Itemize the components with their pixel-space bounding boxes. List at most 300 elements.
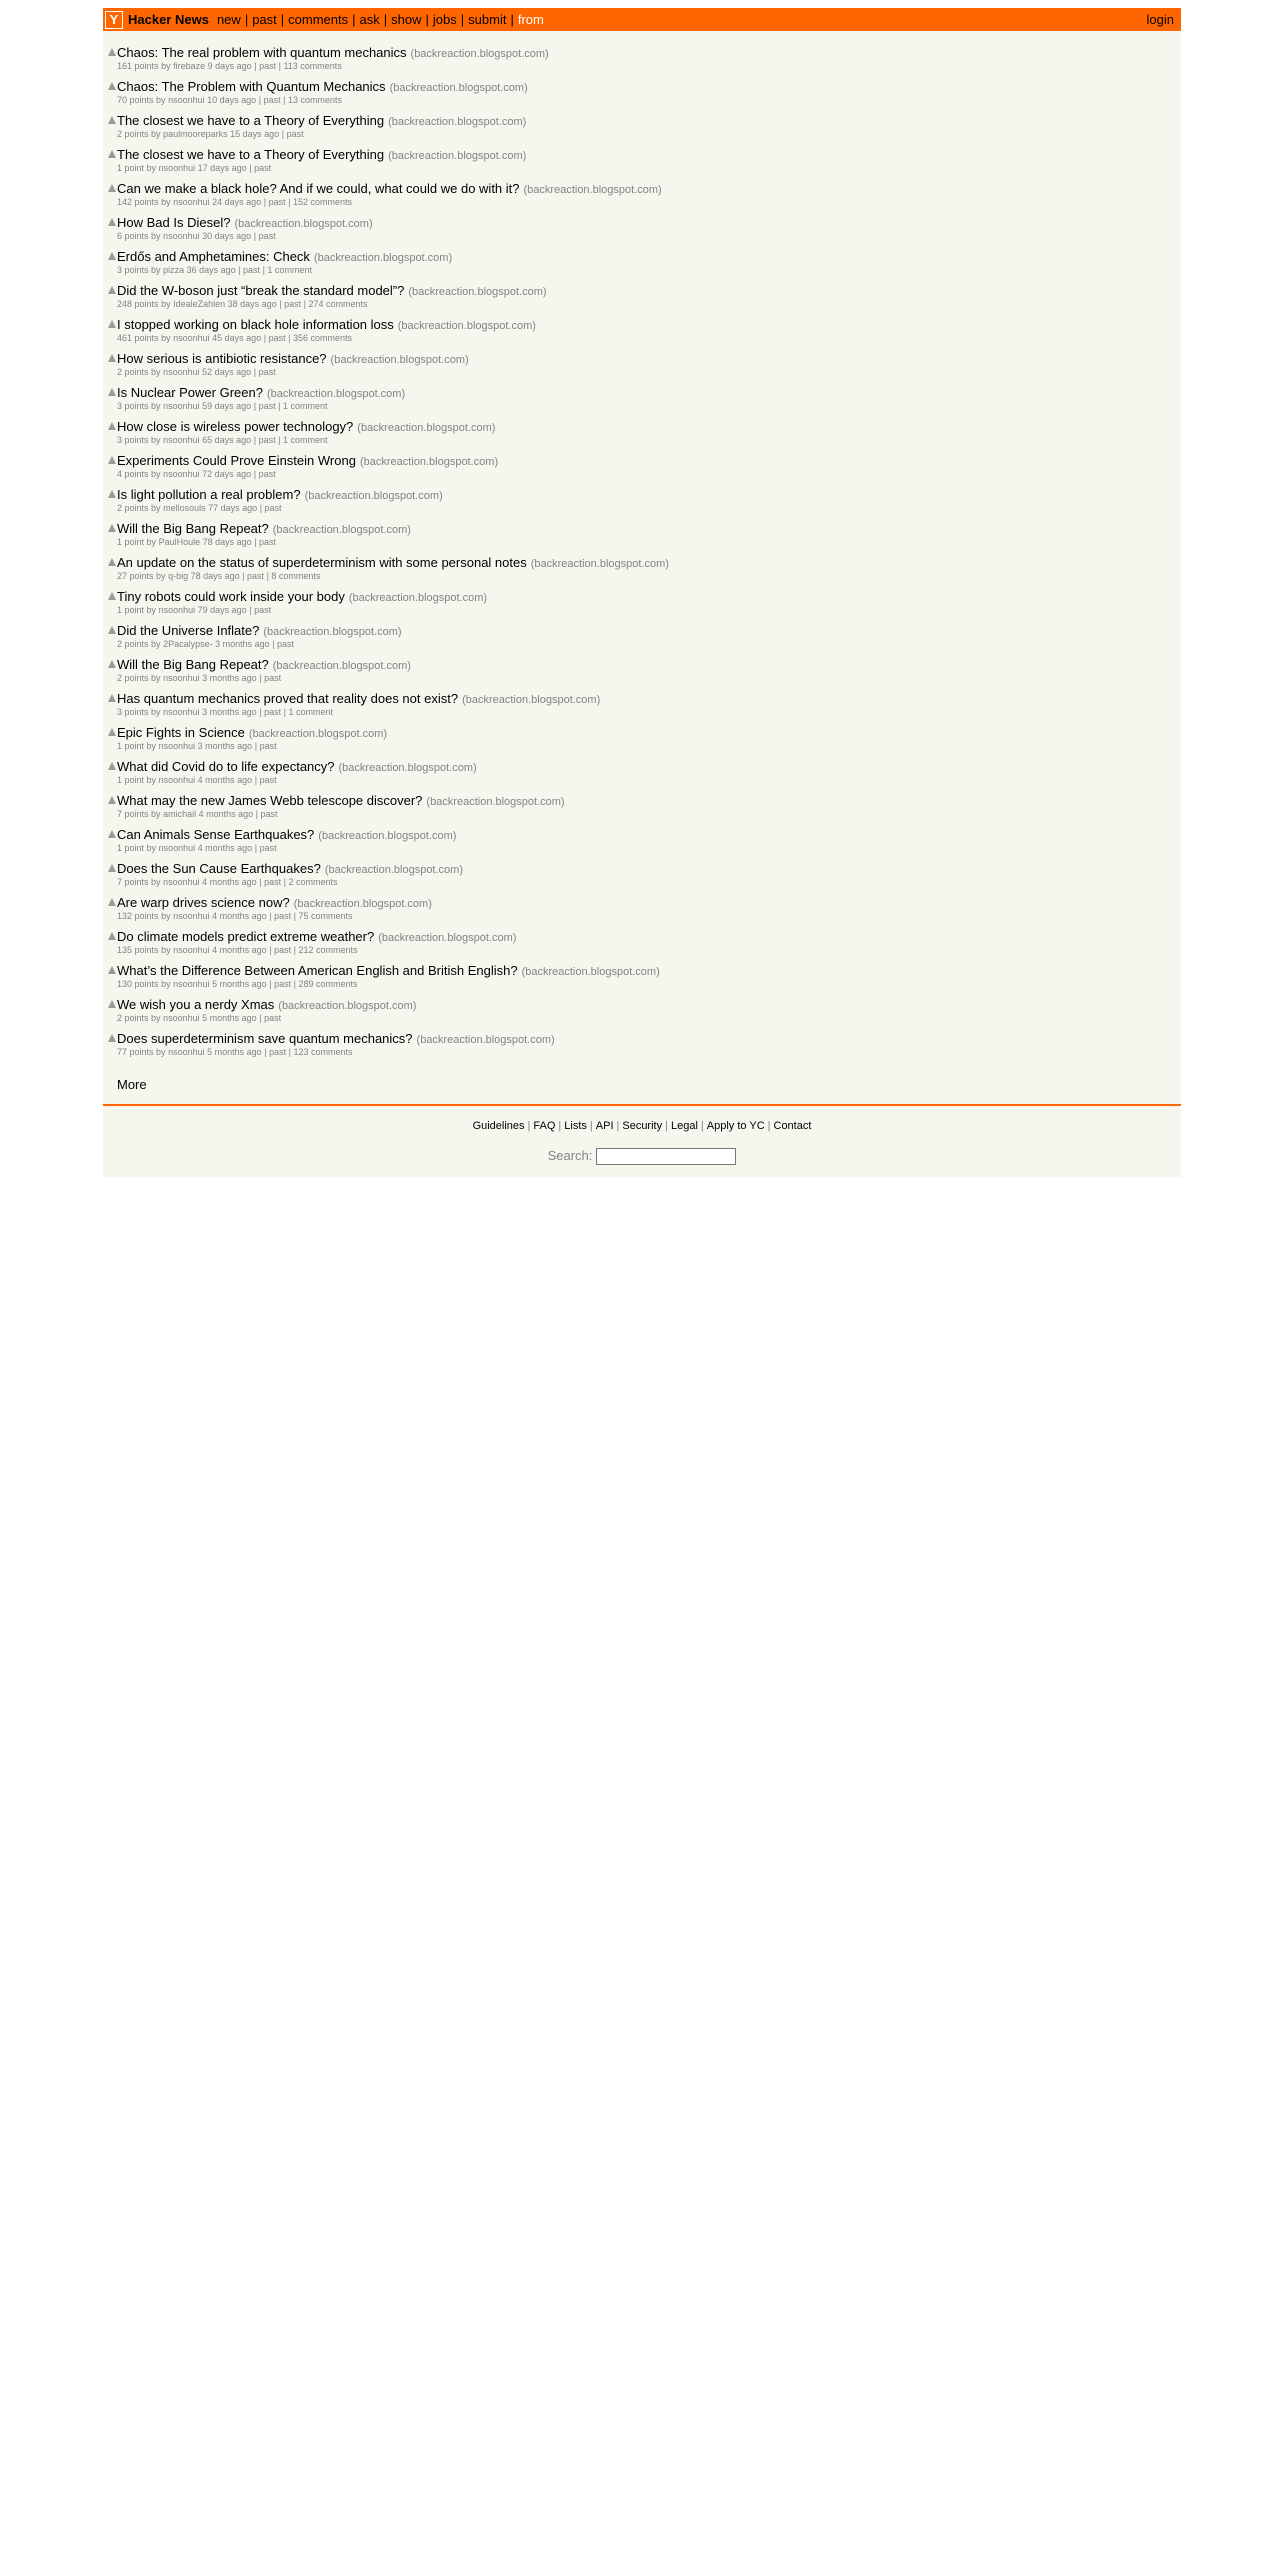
story-user-link[interactable]: nsoonhui [163, 435, 200, 445]
by-label: by [151, 639, 161, 649]
story-age-link[interactable]: 9 days ago [207, 61, 252, 71]
story-site-link[interactable]: (backreaction.blogspot.com) [248, 728, 388, 740]
story-row [103, 758, 1181, 792]
y-logo-icon[interactable]: Y [105, 11, 123, 29]
upvote-arrow-icon[interactable] [108, 320, 116, 328]
upvote-arrow-icon[interactable] [108, 898, 116, 906]
story-title-link[interactable]: Epic Fights in Science [117, 725, 245, 740]
story-row [103, 452, 1181, 486]
comments-link[interactable]: 123 comments [293, 1047, 353, 1057]
story-age-link[interactable]: 4 months ago [197, 843, 253, 853]
story-age-link[interactable]: 36 days ago [186, 265, 236, 275]
past-link[interactable]: past [259, 537, 277, 547]
upvote-arrow-icon[interactable] [108, 966, 116, 974]
upvote-arrow-icon[interactable] [108, 1034, 116, 1042]
story-user-link[interactable]: nsoonhui [168, 95, 205, 105]
story-site-link[interactable]: (backreaction.blogspot.com) [330, 354, 469, 366]
story-row [103, 350, 1181, 384]
footer-link-lists[interactable]: Lists [564, 1120, 587, 1132]
story-title-link[interactable]: An update on the status of superdeterminism with some personal notes [117, 555, 527, 570]
upvote-arrow-icon[interactable] [108, 660, 116, 668]
past-link[interactable]: past [247, 571, 265, 581]
separator: | [293, 979, 296, 989]
story-age-link[interactable]: 3 months ago [202, 673, 257, 683]
separator: | [259, 673, 262, 683]
story-title-link[interactable]: Did the Universe Inflate? [117, 623, 260, 638]
nav-separator: | [352, 12, 356, 27]
footer-link-faq[interactable]: FAQ [533, 1120, 556, 1132]
upvote-arrow-icon[interactable] [108, 490, 116, 498]
story-age-link[interactable]: 78 days ago [202, 537, 252, 547]
story-title-link[interactable]: How Bad Is Diesel? [117, 215, 231, 230]
upvote-arrow-icon[interactable] [108, 694, 116, 702]
separator: | [259, 707, 262, 717]
separator: | [249, 605, 252, 615]
story-user-link[interactable]: paulmooreparks [163, 129, 228, 139]
upvote-arrow-icon[interactable] [108, 184, 116, 192]
upvote-arrow-icon[interactable] [108, 286, 116, 294]
story-user-link[interactable]: nsoonhui [158, 163, 196, 173]
hn-page [103, 8, 1181, 1177]
upvote-arrow-icon[interactable] [108, 150, 116, 158]
story-row [103, 656, 1181, 690]
story-site-link[interactable]: (backreaction.blogspot.com) [266, 388, 406, 400]
separator: | [253, 435, 257, 445]
story-user-link[interactable]: IdealeZahlen [173, 299, 226, 309]
story-title-link[interactable]: What may the new James Webb telescope discover? [117, 793, 423, 808]
upvote-arrow-icon[interactable] [108, 592, 116, 600]
story-title-link[interactable]: Can Animals Sense Earthquakes? [117, 827, 315, 842]
story-user-link[interactable]: nsoonhui [163, 401, 200, 411]
story-age-link[interactable]: 5 months ago [207, 1047, 262, 1057]
story-title-link[interactable]: Will the Big Bang Repeat? [117, 521, 269, 536]
nav-link-submit[interactable]: submit [468, 12, 507, 27]
story-points: 461 points [117, 333, 159, 343]
separator: | [254, 537, 257, 547]
story-site-link[interactable]: (backreaction.blogspot.com) [338, 762, 477, 774]
story-title-link[interactable]: Does superdeterminism save quantum mechanics? [117, 1031, 413, 1046]
story-row [103, 486, 1181, 520]
story-age-link[interactable]: 4 months ago [202, 877, 257, 887]
past-link[interactable]: past [259, 61, 277, 71]
story-site-link[interactable]: (backreaction.blogspot.com) [272, 660, 411, 672]
story-points: 130 points [117, 979, 159, 989]
story-row [103, 112, 1181, 146]
story-user-link[interactable]: amichail [163, 809, 197, 819]
upvote-arrow-icon[interactable] [108, 456, 116, 464]
story-age-link[interactable]: 3 months ago [197, 741, 253, 751]
story-site-link[interactable]: (backreaction.blogspot.com) [278, 1000, 417, 1012]
story-title-link[interactable]: Will the Big Bang Repeat? [117, 657, 269, 672]
story-user-link[interactable]: q-big [168, 571, 189, 581]
story-user-link[interactable]: nsoonhui [163, 367, 200, 377]
upvote-arrow-icon[interactable] [108, 728, 116, 736]
story-age-link[interactable]: 10 days ago [207, 95, 257, 105]
past-link[interactable]: past [277, 639, 295, 649]
story-age-link[interactable]: 65 days ago [202, 435, 252, 445]
past-link[interactable]: past [286, 129, 304, 139]
story-row [103, 962, 1181, 996]
story-site-link[interactable]: (backreaction.blogspot.com) [313, 252, 453, 264]
story-user-link[interactable]: nsoonhui [158, 775, 196, 785]
story-title-link[interactable]: Erdős and Amphetamines: Check [117, 249, 310, 264]
story-row [103, 316, 1181, 350]
story-title-link[interactable]: Does the Sun Cause Earthquakes? [117, 861, 321, 876]
story-points: 2 points [117, 1013, 149, 1023]
story-site-link[interactable]: (backreaction.blogspot.com) [389, 82, 528, 94]
story-subtext [117, 333, 352, 344]
footer-link-api[interactable]: API [595, 1120, 614, 1132]
footer-link-contact[interactable]: Contact [773, 1120, 812, 1132]
story-site-link[interactable]: (backreaction.blogspot.com) [426, 796, 565, 808]
story-user-link[interactable]: nsoonhui [163, 877, 200, 887]
story-user-link[interactable]: nsoonhui [163, 707, 200, 717]
story-title-link[interactable]: Chaos: The Problem with Quantum Mechanics [117, 79, 386, 94]
past-link[interactable]: past [263, 95, 281, 105]
story-site-link[interactable]: (backreaction.blogspot.com) [293, 898, 432, 910]
story-site-link[interactable]: (backreaction.blogspot.com) [408, 286, 547, 298]
story-subtext [117, 979, 358, 990]
story-title-link[interactable]: Tiny robots could work inside your body [117, 589, 345, 604]
story-row [103, 146, 1181, 180]
past-link[interactable]: past [284, 299, 302, 309]
past-link[interactable]: past [268, 333, 286, 343]
story-site-link[interactable]: (backreaction.blogspot.com) [318, 830, 457, 842]
story-site-link[interactable]: (backreaction.blogspot.com) [397, 320, 536, 332]
separator: | [253, 367, 257, 377]
story-user-link[interactable]: firebaze [173, 61, 206, 71]
story-subtext [117, 843, 277, 854]
story-age-link[interactable]: 4 months ago [212, 945, 267, 955]
upvote-arrow-icon[interactable] [108, 558, 116, 566]
by-label: by [161, 61, 171, 71]
story-points: 161 points [117, 61, 159, 71]
story-user-link[interactable]: PaulHoule [158, 537, 201, 547]
past-link[interactable]: past [264, 673, 282, 683]
story-user-link[interactable]: nsoonhui [173, 333, 210, 343]
separator: | [269, 979, 272, 989]
story-subtext [117, 605, 271, 616]
story-row [103, 690, 1181, 724]
story-age-link[interactable]: 3 months ago [202, 707, 257, 717]
story-site-link[interactable]: (backreaction.blogspot.com) [359, 456, 499, 468]
upvote-arrow-icon[interactable] [108, 116, 116, 124]
story-age-link[interactable]: 59 days ago [202, 401, 252, 411]
by-label: by [151, 401, 161, 411]
story-site-link[interactable]: (backreaction.blogspot.com) [462, 694, 601, 706]
story-points: 2 points [117, 639, 149, 649]
past-link[interactable]: past [268, 197, 286, 207]
story-user-link[interactable]: nsoonhui [163, 1013, 200, 1023]
upvote-arrow-icon[interactable] [108, 762, 116, 770]
separator: | [263, 197, 267, 207]
story-age-link[interactable]: 52 days ago [202, 367, 252, 377]
footer-link-apply-to-yc[interactable]: Apply to YC [706, 1120, 765, 1132]
by-label: by [146, 537, 157, 547]
story-age-link[interactable]: 79 days ago [197, 605, 247, 615]
story-subtext [117, 911, 353, 922]
story-subtext [117, 95, 342, 106]
story-subtext [117, 197, 352, 208]
story-points: 3 points [117, 435, 149, 445]
nav-link-jobs[interactable]: jobs [432, 12, 457, 27]
upvote-arrow-icon[interactable] [108, 48, 116, 56]
past-link[interactable]: past [258, 469, 276, 479]
footer-link-security[interactable]: Security [622, 1120, 663, 1132]
story-user-link[interactable]: nsoonhui [173, 979, 210, 989]
separator: | [259, 503, 263, 513]
separator: | [263, 333, 267, 343]
by-label: by [151, 231, 161, 241]
story-age-link[interactable]: 15 days ago [230, 129, 280, 139]
past-link[interactable]: past [264, 1013, 282, 1023]
story-points: 1 point [117, 605, 145, 615]
past-link[interactable]: past [243, 265, 261, 275]
separator: | [249, 163, 252, 173]
nav-link-show[interactable]: show [391, 12, 422, 27]
story-site-link[interactable]: (backreaction.blogspot.com) [324, 864, 463, 876]
story-age-link[interactable]: 72 days ago [202, 469, 252, 479]
separator: | [255, 809, 259, 819]
comments-link[interactable]: 274 comments [308, 299, 368, 309]
comments-link[interactable]: 1 comment [288, 707, 333, 717]
by-label: by [151, 673, 161, 683]
past-link[interactable]: past [258, 401, 276, 411]
story-user-link[interactable]: mellosouls [163, 503, 206, 513]
by-label: by [156, 571, 166, 581]
nav-link-new[interactable]: new [216, 12, 241, 27]
story-site-link[interactable]: (backreaction.blogspot.com) [416, 1034, 555, 1046]
past-link[interactable]: past [269, 1047, 287, 1057]
comments-link[interactable]: 1 comment [267, 265, 312, 275]
story-title-link[interactable]: Do climate models predict extreme weather? [117, 929, 375, 944]
past-link[interactable]: past [264, 877, 282, 887]
upvote-arrow-icon[interactable] [108, 218, 116, 226]
comments-link[interactable]: 13 comments [287, 95, 342, 105]
story-user-link[interactable]: nsoonhui [158, 741, 196, 751]
story-row [103, 520, 1181, 554]
footer-link-legal[interactable]: Legal [670, 1120, 698, 1132]
comments-link[interactable]: 152 comments [292, 197, 352, 207]
story-age-link[interactable]: 24 days ago [212, 197, 262, 207]
upvote-arrow-icon[interactable] [108, 524, 116, 532]
comments-link[interactable]: 356 comments [292, 333, 352, 343]
story-subtext [117, 265, 312, 276]
story-title-link[interactable]: Chaos: The real problem with quantum mechanics [117, 45, 407, 60]
story-points: 7 points [117, 877, 149, 887]
search-form [103, 1148, 1181, 1165]
story-user-link[interactable]: pizza [163, 265, 185, 275]
story-site-link[interactable]: (backreaction.blogspot.com) [523, 184, 662, 196]
story-site-link[interactable]: (backreaction.blogspot.com) [263, 626, 402, 638]
story-subtext [117, 537, 276, 548]
site-name-link[interactable]: Hacker News [128, 12, 209, 27]
upvote-arrow-icon[interactable] [108, 1000, 116, 1008]
story-title-link[interactable]: Experiments Could Prove Einstein Wrong [117, 453, 356, 468]
past-link[interactable]: past [254, 605, 272, 615]
story-points: 1 point [117, 537, 145, 547]
story-user-link[interactable]: nsoonhui [168, 1047, 205, 1057]
story-user-link[interactable]: nsoonhui [173, 911, 210, 921]
story-age-link[interactable]: 30 days ago [202, 231, 252, 241]
separator: | [281, 129, 285, 139]
story-site-link[interactable]: (backreaction.blogspot.com) [521, 966, 660, 978]
story-site-link[interactable]: (backreaction.blogspot.com) [272, 524, 411, 536]
login-link[interactable]: login [1146, 12, 1174, 27]
story-row [103, 928, 1181, 962]
story-site-link[interactable]: (backreaction.blogspot.com) [388, 116, 527, 128]
story-points: 1 point [117, 741, 145, 751]
story-subtext [117, 673, 281, 684]
story-site-link[interactable]: (backreaction.blogspot.com) [378, 932, 517, 944]
story-site-link[interactable]: (backreaction.blogspot.com) [410, 48, 549, 60]
upvote-arrow-icon[interactable] [108, 354, 116, 362]
story-subtext [117, 639, 294, 650]
past-link[interactable]: past [258, 367, 276, 377]
past-link[interactable]: past [274, 911, 292, 921]
separator: | [278, 401, 281, 411]
separator: | [288, 1047, 291, 1057]
past-link[interactable]: past [260, 809, 278, 819]
story-title-link[interactable]: We wish you a nerdy Xmas [117, 997, 275, 1012]
past-link[interactable]: past [258, 435, 276, 445]
by-label: by [161, 911, 171, 921]
by-label: by [161, 945, 171, 955]
past-link[interactable]: past [258, 231, 276, 241]
story-age-link[interactable]: 5 months ago [202, 1013, 257, 1023]
comments-link[interactable]: 2 comments [288, 877, 338, 887]
comments-link[interactable]: 75 comments [298, 911, 353, 921]
story-title-link[interactable]: Is Nuclear Power Green? [117, 385, 263, 400]
story-title-link[interactable]: How serious is antibiotic resistance? [117, 351, 327, 366]
story-row [103, 554, 1181, 588]
story-user-link[interactable]: nsoonhui [163, 469, 200, 479]
story-user-link[interactable]: nsoonhui [163, 231, 200, 241]
separator: | [269, 911, 272, 921]
separator: | [253, 401, 257, 411]
comments-link[interactable]: 1 comment [282, 401, 328, 411]
upvote-arrow-icon[interactable] [108, 82, 116, 90]
story-user-link[interactable]: nsoonhui [173, 945, 210, 955]
story-title-link[interactable]: Can we make a black hole? And if we could, what could we do with it? [117, 181, 520, 196]
past-link[interactable]: past [259, 843, 277, 853]
story-row [103, 44, 1181, 78]
story-age-link[interactable]: 17 days ago [197, 163, 247, 173]
story-title-link[interactable]: I stopped working on black hole information loss [117, 317, 394, 332]
nav-links [217, 8, 544, 31]
more-link[interactable]: More [117, 1077, 147, 1092]
footer-link-guidelines[interactable]: Guidelines [472, 1120, 525, 1132]
story-row [103, 1030, 1181, 1064]
upvote-arrow-icon[interactable] [108, 388, 116, 396]
story-age-link[interactable]: 78 days ago [190, 571, 240, 581]
story-title-link[interactable]: What did Covid do to life expectancy? [117, 759, 335, 774]
past-link[interactable]: past [259, 741, 277, 751]
separator: | [264, 1047, 267, 1057]
story-site-link[interactable]: (backreaction.blogspot.com) [304, 490, 443, 502]
nav-link-past[interactable]: past [252, 12, 277, 27]
upvote-arrow-icon[interactable] [108, 864, 116, 872]
past-link[interactable]: past [264, 707, 282, 717]
comments-link[interactable]: 212 comments [298, 945, 358, 955]
story-user-link[interactable]: nsoonhui [163, 673, 200, 683]
story-user-link[interactable]: 2Pacalypse- [163, 639, 213, 649]
story-site-link[interactable]: (backreaction.blogspot.com) [388, 150, 527, 162]
search-input[interactable] [596, 1148, 736, 1165]
past-link[interactable]: past [259, 775, 277, 785]
story-title-link[interactable]: Are warp drives science now? [117, 895, 290, 910]
past-link[interactable]: past [274, 979, 292, 989]
story-site-link[interactable]: (backreaction.blogspot.com) [357, 422, 496, 434]
story-title-link[interactable]: Is light pollution a real problem? [117, 487, 301, 502]
past-link[interactable]: past [264, 503, 282, 513]
footer-separator: | [700, 1120, 704, 1132]
story-title-link[interactable]: What’s the Difference Between American English and British English? [117, 963, 518, 978]
by-label: by [156, 95, 166, 105]
search-label: Search: [547, 1148, 593, 1163]
story-age-link[interactable]: 3 months ago [215, 639, 270, 649]
footer-separator: | [527, 1120, 531, 1132]
story-age-link[interactable]: 4 months ago [197, 775, 253, 785]
story-user-link[interactable]: nsoonhui [158, 605, 196, 615]
story-age-link[interactable]: 45 days ago [212, 333, 262, 343]
story-row [103, 588, 1181, 622]
upvote-arrow-icon[interactable] [108, 830, 116, 838]
story-age-link[interactable]: 38 days ago [227, 299, 277, 309]
nav-link-comments[interactable]: comments [288, 12, 349, 27]
upvote-arrow-icon[interactable] [108, 932, 116, 940]
separator: | [288, 333, 291, 343]
story-title-link[interactable]: How close is wireless power technology? [117, 419, 354, 434]
story-subtext [117, 367, 276, 378]
story-subtext [117, 809, 278, 820]
story-row [103, 894, 1181, 928]
story-user-link[interactable]: nsoonhui [173, 197, 210, 207]
nav-link-from[interactable]: from [517, 12, 544, 27]
comments-link[interactable]: 8 comments [271, 571, 321, 581]
story-title-link[interactable]: The closest we have to a Theory of Everything [117, 113, 385, 128]
upvote-arrow-icon[interactable] [108, 626, 116, 634]
upvote-arrow-icon[interactable] [108, 252, 116, 260]
story-points: 77 points [117, 1047, 154, 1057]
story-title-link[interactable]: Did the W-boson just “break the standard model”? [117, 283, 405, 298]
story-age-link[interactable]: 77 days ago [208, 503, 258, 513]
separator: | [242, 571, 245, 581]
separator: | [254, 741, 258, 751]
footer-separator: | [665, 1120, 668, 1132]
story-points: 70 points [117, 95, 154, 105]
story-age-link[interactable]: 4 months ago [198, 809, 254, 819]
story-user-link[interactable]: nsoonhui [158, 843, 196, 853]
upvote-arrow-icon[interactable] [108, 796, 116, 804]
upvote-arrow-icon[interactable] [108, 422, 116, 430]
comments-link[interactable]: 289 comments [298, 979, 358, 989]
comments-link[interactable]: 113 comments [283, 61, 342, 71]
story-age-link[interactable]: 5 months ago [212, 979, 267, 989]
nav-link-ask[interactable]: ask [359, 12, 380, 27]
story-row [103, 622, 1181, 656]
past-link[interactable]: past [254, 163, 272, 173]
story-title-link[interactable]: Has quantum mechanics proved that reality does not exist? [117, 691, 459, 706]
story-title-link[interactable]: The closest we have to a Theory of Everything [117, 147, 385, 162]
story-site-link[interactable]: (backreaction.blogspot.com) [530, 558, 669, 570]
story-site-link[interactable]: (backreaction.blogspot.com) [348, 592, 488, 604]
story-age-link[interactable]: 4 months ago [212, 911, 267, 921]
comments-link[interactable]: 1 comment [282, 435, 328, 445]
past-link[interactable]: past [274, 945, 292, 955]
story-points: 248 points [117, 299, 159, 309]
story-site-link[interactable]: (backreaction.blogspot.com) [234, 218, 373, 230]
